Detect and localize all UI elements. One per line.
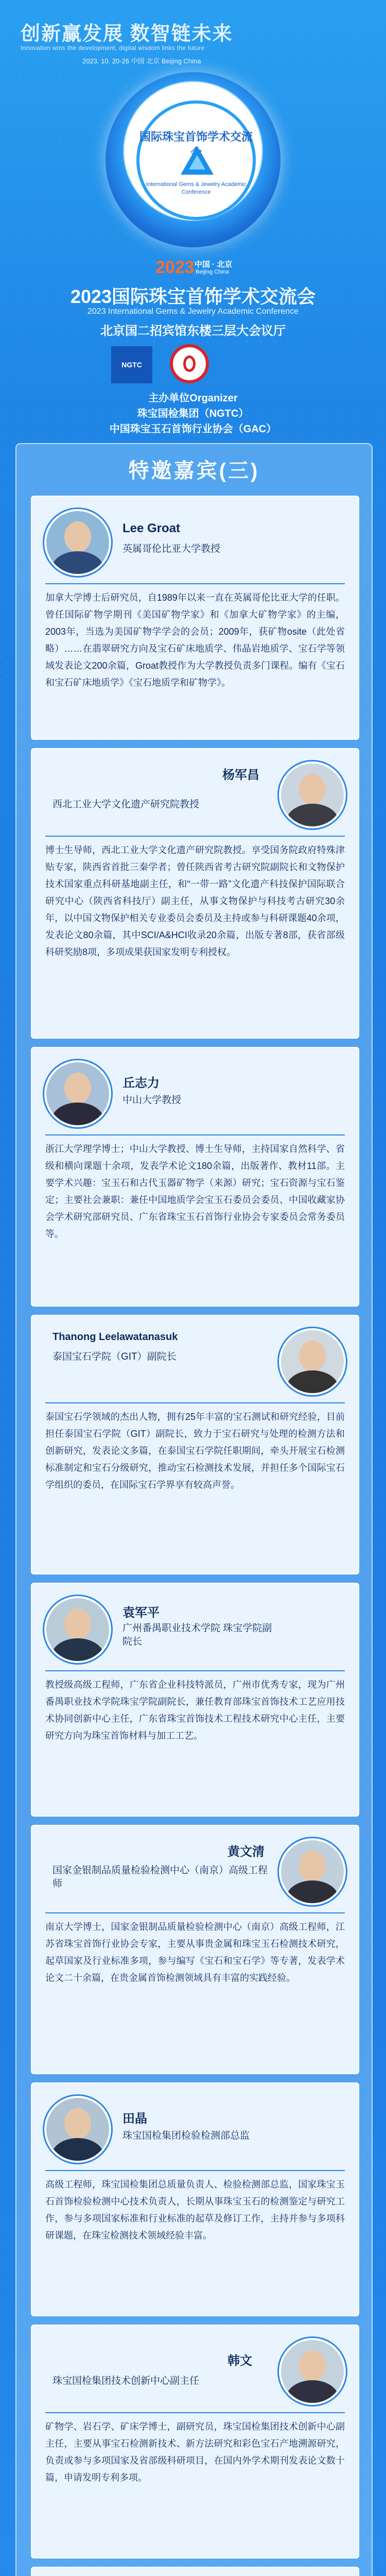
city-english: Beijing China <box>196 269 229 275</box>
speaker-card <box>31 1047 359 1307</box>
speaker-name: Thanong Leelawatanasuk <box>52 1331 178 1343</box>
speaker-title: 珠宝国检集团检验检测部总监 <box>122 2130 250 2141</box>
speaker-photo <box>44 509 111 576</box>
divider <box>45 583 345 584</box>
speaker-photo <box>279 1838 346 1905</box>
speaker-card <box>31 496 359 740</box>
city: 中国 · 北京 <box>195 260 233 269</box>
speaker-card <box>31 1583 359 1817</box>
speaker-name: 黄文清 <box>227 1845 265 1859</box>
main-title-english: 2023 International Gems & Jewelry Academic Conference <box>87 307 299 316</box>
logo-title: 国际珠宝首饰学术交流会 <box>139 130 253 159</box>
speaker-photo <box>279 2338 346 2405</box>
speaker-bio: 教授级高级工程师，广东省企业科技特派员，广州市优秀专家，现为广州番禺职业技术学院珠宝学院副院长，兼任教育部珠宝首饰技术工艺应用技术协同创新中心主任，广东省珠宝首饰技术工程技术研究中心主任，主要研究方向为珠宝首饰材料与加工工艺。 <box>45 1680 345 1741</box>
speaker-title: 英属哥伦比亚大学教授 <box>122 544 221 554</box>
speaker-title: 国家金银制品质量检验检测中心（南京）高级工程师 <box>52 1865 268 1889</box>
speaker-card <box>31 2567 359 2576</box>
speaker-photo <box>44 2096 111 2163</box>
conference-logo <box>106 72 280 247</box>
speaker-name: 袁军平 <box>122 1606 160 1620</box>
speaker-bio: 高级工程师，珠宝国检集团总质量负责人、检验检测部总监，国家珠宝玉石首饰检验检测中心技术负责人，长期从事珠宝玉石的检测鉴定与研究工作，参与多项国家标准和行业标准的起草及修订工作，主持并参与多项科研课题，在珠宝检测技术领域经验丰富。 <box>45 2179 345 2241</box>
speaker-bio: 泰国宝石学领域的杰出人物，拥有25年丰富的宝石测试和研究经验，目前担任泰国宝石学院（GIT）副院长，致力于宝石研究与处理的检测方法和创新研究，发表论文多篇，在泰国宝石学院任职期间，牵头开展宝石检测标准制定和宝石分级研究，推动宝石检测技术发展，并担任多个国际宝石学组织的委员，在国际宝石学界享有较高声誉。 <box>45 1412 345 1490</box>
photo-body <box>286 1370 339 1395</box>
divider <box>45 1402 345 1403</box>
speakers-panel <box>15 443 373 2576</box>
divider <box>45 836 345 837</box>
speaker-card <box>31 1315 359 1574</box>
speaker-name: 田晶 <box>122 2112 147 2126</box>
organizer-label: 主办单位Organizer <box>148 393 238 404</box>
speaker-bio: 矿物学、岩石学、矿床学博士，副研究员，珠宝国检集团技术创新中心副主任，主要从事宝石检测新技术、新方法研究和彩色宝石产地溯源研究，负责或参与多项国家及省部级科研项目，在国内外学术期刊发表论文数十篇，申请发明专利多项。 <box>45 2421 345 2483</box>
divider <box>45 1912 345 1913</box>
photo-head <box>299 1851 326 1882</box>
speaker-name: Lee Groat <box>122 521 181 535</box>
organizer-ngtc: 珠宝国检集团（NGTC） <box>137 408 249 419</box>
logo-english: International Gems & Jewelry Academic Conference <box>146 181 247 195</box>
photo-head <box>64 521 91 552</box>
ngtc-logo: NGTC <box>111 346 152 383</box>
speaker-card <box>31 2082 359 2316</box>
slogan-date: 2023. 10. 20-26 中国 北京 Beijing China <box>82 57 201 65</box>
divider <box>45 1670 345 1671</box>
divider <box>45 2170 345 2171</box>
photo-body <box>286 2380 339 2405</box>
slogan: 创新赢发展 数智链未来 <box>21 23 233 45</box>
speaker-title: 广州番禺职业技术学院 珠宝学院副院长 <box>122 1623 272 1647</box>
speaker-photo <box>279 1328 346 1395</box>
photo-body <box>286 804 339 828</box>
speaker-bio: 博士生导师，西北工业大学文化遗产研究院教授。享受国务院政府特殊津贴专家，陕西省首批三秦学者；曾任陕西省考古研究院副院长和文物保护技术国家重点科研基地副主任，和“一带一路”文化遗产科技保护国际联合研究中心（陕西省科技厅）副主任，从事文物保护与科技考古研究30余年，以中国文物保护相关专业委员会委员及主持或参与科研课题40余项，发表论文80余篇，其中SCI/A&HCI收录20余篇，出版专著8部，获省部级科研奖励8项，多项成果获国家发明专利授权。 <box>45 845 345 957</box>
logo-inner <box>136 100 256 220</box>
photo-head <box>299 774 326 805</box>
speaker-bio: 南京大学博士，国家金银制品质量检验检测中心（南京）高级工程师，江苏省珠宝首饰行业协会专家，主要从事贵金属和珠宝玉石检测技术研究，起草国家及行业标准多项，参与编写《宝石和宝石学》等专著，发表学术论文二十余篇，在贵金属首饰检测领域具有丰富的实践经验。 <box>45 1922 345 1983</box>
speaker-name: 韩文 <box>227 2354 252 2368</box>
photo-head <box>299 2350 326 2381</box>
gac-logo <box>170 344 209 383</box>
speaker-photo <box>279 761 346 828</box>
speaker-title: 西北工业大学文化遗产研究院教授 <box>52 799 200 810</box>
photo-body <box>51 1638 104 1663</box>
speaker-card <box>31 1825 359 2074</box>
speaker-name: 杨军昌 <box>222 768 259 782</box>
speaker-card <box>31 2325 359 2558</box>
photo-body <box>51 1103 104 1127</box>
section-title: 特邀嘉宾(三) <box>128 460 260 482</box>
speaker-card <box>31 748 359 1039</box>
photo-head <box>64 1608 91 1639</box>
venue: 北京国二招宾馆东楼三层大会议厅 <box>100 324 286 338</box>
slogan-english: Innovation wins the development, digital wisdom links the future <box>21 44 205 52</box>
speaker-bio: 加拿大学博士后研究员，自1989年以来一直在英属哥伦比亚大学的任职。曾任国际矿物学期刊《美国矿物学家》和《加拿大矿物学家》的主编，2003年，当选为美国矿物学学会的会员；2009年，获矿物osite（此处省略）……在翡翠研究方向及宝石矿床地质学、伟晶岩地质学、宝石学等领域发表论文200余篇，Groat教授作为大学教授负责多门课程。编有《宝石和宝石矿床地质学》《宝石地质学和矿物学》。 <box>45 592 345 688</box>
photo-head <box>64 2108 91 2139</box>
divider <box>45 1134 345 1136</box>
photo-head <box>64 1073 91 1104</box>
photo-body <box>286 1880 339 1905</box>
main-title: 2023国际珠宝首饰学术交流会 <box>70 286 316 307</box>
speaker-bio: 浙江大学理学博士；中山大学教授、博士生导师，主持国家自然科学、省级和横向课题十余项，发表学术论文180余篇，出版著作、教材11部。主要学术兴趣：宝玉石和古代玉器矿物学（来源）研究；宝石资源与宝石鉴定；主要社会兼职：兼任中国地质学会宝玉石委员会委员、中国收藏家协会学术研究部研究员、广东省珠宝玉石首饰行业协会专家委员会常务委员等。 <box>45 1144 345 1239</box>
speaker-name: 丘志力 <box>122 1076 160 1090</box>
speaker-title: 珠宝国检集团技术创新中心副主任 <box>52 2376 200 2386</box>
photo-body <box>51 551 104 576</box>
speaker-title: 中山大学教授 <box>122 1095 182 1106</box>
divider <box>45 2412 345 2413</box>
speaker-photo <box>44 1060 111 1127</box>
photo-body <box>51 2138 104 2163</box>
speaker-photo <box>44 1596 111 1663</box>
conference-year: 2023 <box>155 258 195 277</box>
organizer-gac: 中国珠宝玉石首饰行业协会（GAC） <box>109 423 277 435</box>
gem-triangle-inner-icon <box>189 155 205 170</box>
speaker-title: 泰国宝石学院（GIT）副院长 <box>52 1351 177 1362</box>
photo-head <box>299 1341 326 1371</box>
